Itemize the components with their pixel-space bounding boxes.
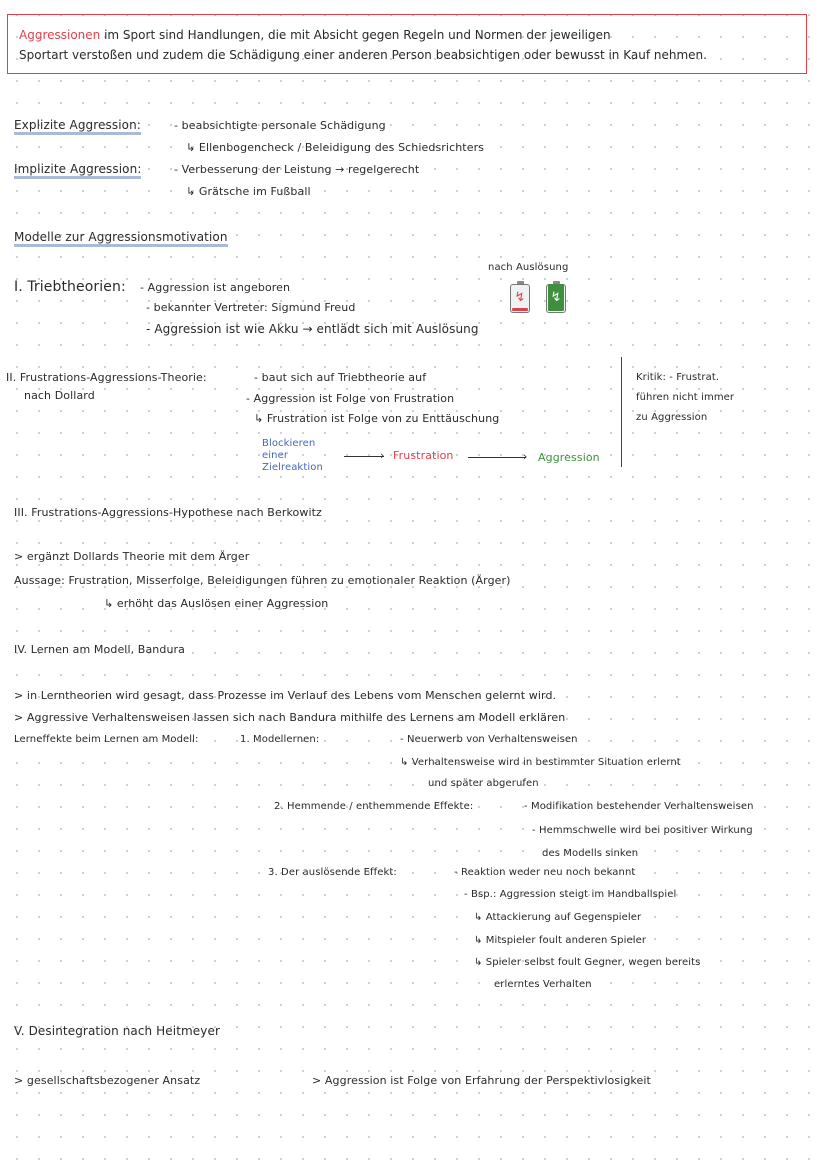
- flow-block-line-1: Blockieren: [262, 438, 316, 449]
- bandura-line-1: > in Lerntheorien wird gesagt, dass Prozesse im Verlauf des Lebens vom Menschen gelernt wird.: [14, 689, 557, 702]
- battery-empty-level: [512, 308, 528, 311]
- critique-divider: [621, 357, 622, 467]
- effect-2-title: 2. Hemmende / enthemmende Effekte:: [274, 801, 474, 812]
- implicit-example: ↳ Grätsche im Fußball: [186, 185, 311, 198]
- flow-arrow-2-head: ›: [523, 450, 528, 463]
- effect-3-line-1: - Reaktion weder neu noch bekannt: [454, 867, 636, 878]
- battery-empty-icon: ↯: [510, 284, 530, 313]
- flow-block-line-3: Zielreaktion: [262, 462, 323, 473]
- definition-line-2: Sportart verstoßen und zudem die Schädigung einer anderen Person beabsichtigen oder bewusst in Kauf nehmen.: [19, 48, 707, 62]
- definition-highlight: Aggressionen: [19, 28, 101, 42]
- effect-3-line-3: ↳ Attackierung auf Gegenspieler: [474, 912, 642, 923]
- bandura-title: IV. Lernen am Modell, Bandura: [14, 643, 185, 656]
- trieb-title: I. Triebtheorien:: [14, 279, 126, 295]
- effect-3-line-5: ↳ Spieler selbst foult Gegner, wegen bereits: [474, 957, 701, 968]
- flow-arrow-2: [468, 457, 526, 458]
- heitmeyer-line-1: > gesellschaftsbezogener Ansatz: [14, 1074, 201, 1087]
- definition-box: [7, 14, 807, 74]
- effect-2-line-1: - Modifikation bestehender Verhaltensweisen: [524, 801, 754, 812]
- berkowitz-line-1: > ergänzt Dollards Theorie mit dem Ärger: [14, 550, 250, 563]
- flow-aggression: Aggression: [538, 451, 600, 464]
- frustration-line-3: ↳ Frustration ist Folge von zu Enttäuschung: [254, 412, 500, 425]
- explicit-label: Explizite Aggression:: [14, 118, 141, 133]
- critique-line-2: führen nicht immer: [636, 392, 735, 403]
- models-heading: Modelle zur Aggressionsmotivation: [14, 230, 228, 245]
- effect-1-title: 1. Modellernen:: [240, 734, 320, 745]
- battery-full-icon: ↯: [546, 284, 566, 313]
- flow-block-line-2: einer: [262, 450, 289, 461]
- critique-line-3: zu Aggression: [636, 412, 708, 423]
- heitmeyer-line-2: > Aggression ist Folge von Erfahrung der Perspektivlosigkeit: [312, 1074, 651, 1087]
- trieb-after-label: nach Auslösung: [488, 262, 569, 273]
- flow-arrow-1: [344, 456, 384, 457]
- bandura-line-2: > Aggressive Verhaltensweisen lassen sich nach Bandura mithilfe des Lernens am Modell erklären: [14, 711, 566, 724]
- heitmeyer-title: V. Desintegration nach Heitmeyer: [14, 1024, 221, 1038]
- implicit-label: Implizite Aggression:: [14, 162, 141, 177]
- frustration-line-2: - Aggression ist Folge von Frustration: [246, 392, 455, 405]
- explicit-example: ↳ Ellenbogencheck / Beleidigung des Schiedsrichters: [186, 141, 485, 154]
- effect-1-line-1: - Neuerwerb von Verhaltensweisen: [400, 734, 578, 745]
- berkowitz-line-3: ↳ erhöht das Auslösen einer Aggression: [104, 597, 329, 610]
- critique-line-1: Kritik: - Frustrat.: [636, 372, 720, 383]
- implicit-text: - Verbesserung der Leistung → regelgerecht: [174, 163, 420, 176]
- effect-3-line-4: ↳ Mitspieler foult anderen Spieler: [474, 935, 647, 946]
- explicit-text: - beabsichtigte personale Schädigung: [174, 119, 386, 132]
- effect-3-line-2: - Bsp.: Aggression steigt im Handballspiel: [464, 889, 677, 900]
- frustration-title: II. Frustrations-Aggressions-Theorie:: [6, 371, 207, 384]
- effect-1-line-3: und später abgerufen: [428, 778, 539, 789]
- flow-arrow-1-head: ›: [380, 449, 385, 462]
- trieb-line-2: - bekannter Vertreter: Sigmund Freud: [146, 301, 356, 314]
- effect-2-line-2: - Hemmschwelle wird bei positiver Wirkung: [532, 825, 753, 836]
- effect-3-title: 3. Der auslösende Effekt:: [268, 867, 397, 878]
- trieb-line-3: - Aggression ist wie Akku → entlädt sich mit Auslösung: [146, 322, 479, 336]
- frustration-line-1: - baut sich auf Triebtheorie auf: [254, 371, 427, 384]
- flow-frustration: Frustration: [393, 449, 454, 462]
- frustration-subtitle: nach Dollard: [24, 389, 95, 402]
- definition-line-1: Aggressionen im Sport sind Handlungen, die mit Absicht gegen Regeln und Normen der jeweiligen: [19, 28, 611, 42]
- trieb-line-1: - Aggression ist angeboren: [140, 281, 291, 294]
- berkowitz-line-2: Aussage: Frustration, Misserfolge, Beleidigungen führen zu emotionaler Reaktion (Ärger): [14, 574, 511, 587]
- bandura-effects-label: Lerneffekte beim Lernen am Modell:: [14, 734, 199, 745]
- effect-1-line-2: ↳ Verhaltensweise wird in bestimmter Situation erlernt: [400, 757, 681, 768]
- effect-2-line-3: des Modells sinken: [542, 848, 639, 859]
- berkowitz-title: III. Frustrations-Aggressions-Hypothese nach Berkowitz: [14, 506, 322, 519]
- effect-3-line-6: erlerntes Verhalten: [494, 979, 592, 990]
